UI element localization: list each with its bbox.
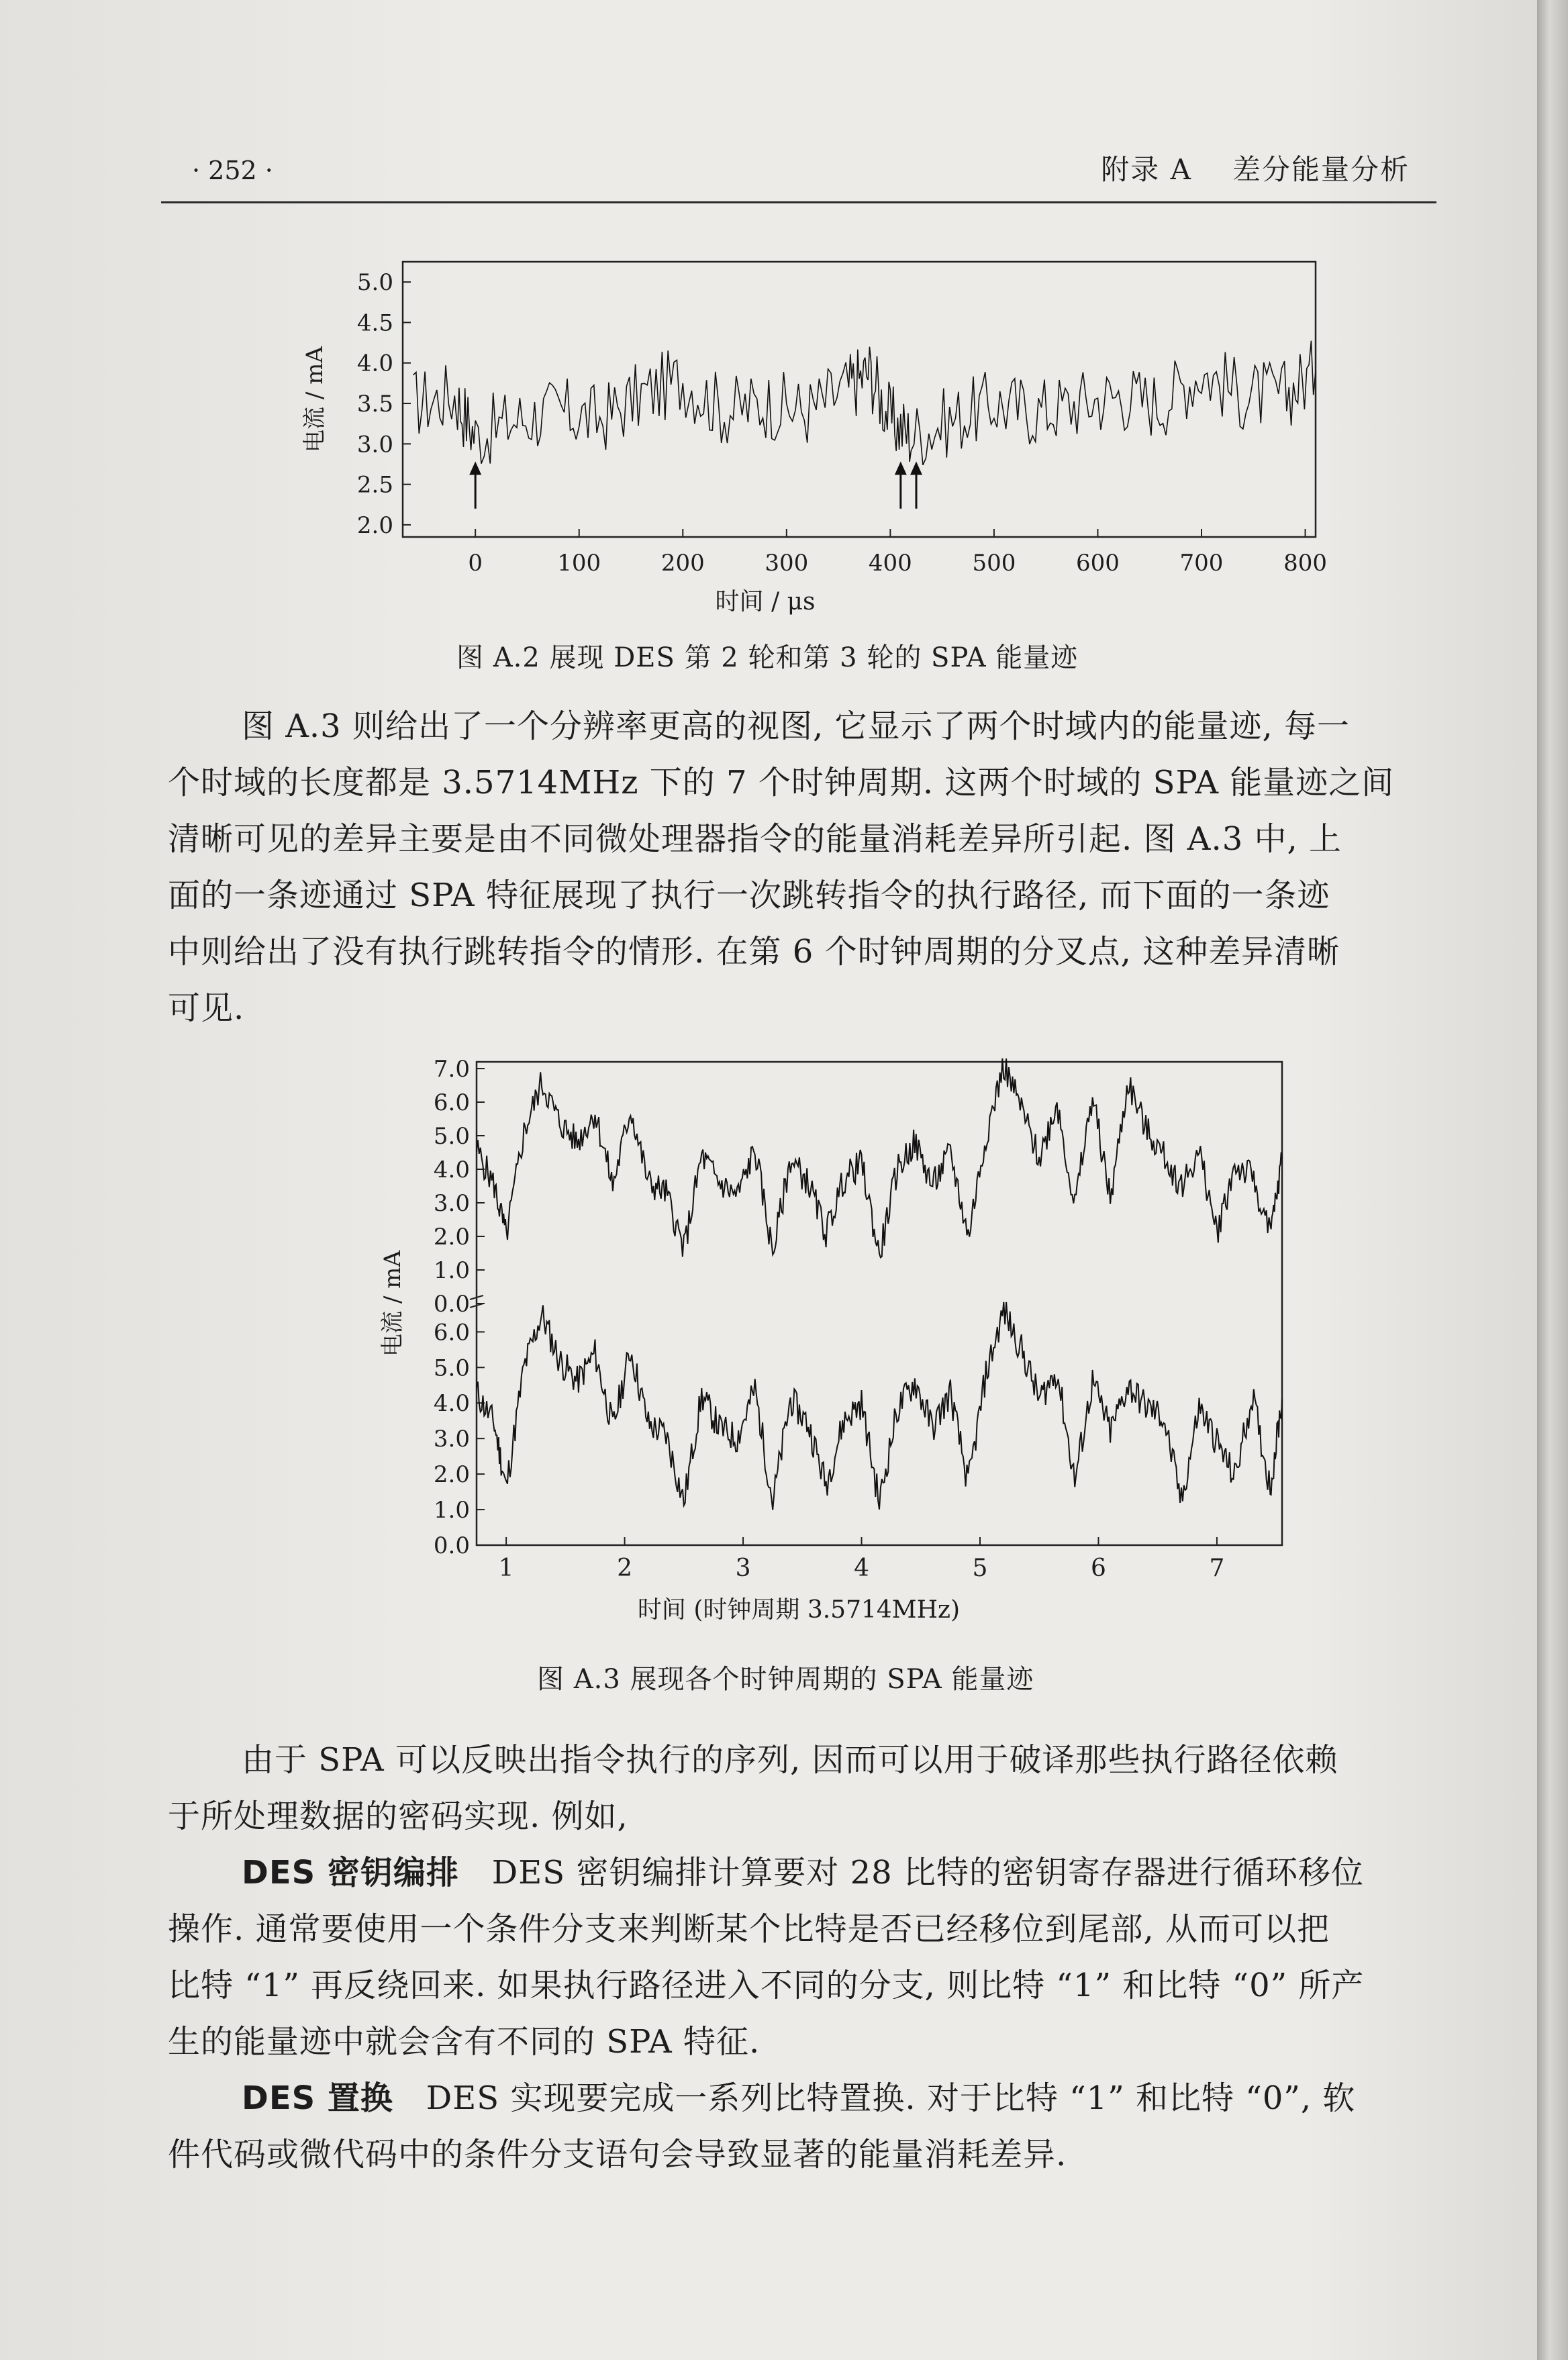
x-axis-label: 时间 / μs [715, 588, 816, 616]
p2-line-2: 于所处理数据的密码实现. 例如, [168, 1798, 628, 1835]
marker-arrow-head [469, 461, 481, 475]
x-tick-label: 800 [1283, 550, 1327, 577]
figure-a2-caption: 图 A.2 展现 DES 第 2 轮和第 3 轮的 SPA 能量迹 [456, 642, 1079, 673]
p1-line-2: 个时域的长度都是 3.5714MHz 下的 7 个时钟周期. 这两个时域的 SPA 能量迹之间 [168, 764, 1395, 801]
x-tick-label: 500 [972, 550, 1016, 577]
marker-arrow-head [910, 461, 922, 475]
page-edge [1537, 0, 1568, 2360]
y-tick-label-top: 2.0 [433, 1224, 470, 1250]
p1-line-1: 图 A.3 则给出了一个分辨率更高的视图, 它显示了两个时域内的能量迹, 每一 [242, 707, 1351, 745]
x-tick-label: 6 [1091, 1555, 1106, 1582]
y-tick-label-bottom: 3.0 [433, 1426, 470, 1453]
plot-frame [477, 1062, 1282, 1545]
page-number: · 252 · [192, 156, 273, 185]
x-tick-label: 300 [765, 550, 809, 577]
x-tick-label: 1 [498, 1555, 514, 1582]
section-label: 差分能量分析 [1232, 153, 1410, 186]
x-tick-label: 4 [854, 1555, 869, 1582]
p3-line-4: 生的能量迹中就会含有不同的 SPA 特征. [168, 2023, 761, 2061]
y-tick-label-bottom: 0.0 [433, 1532, 470, 1559]
x-tick-label: 600 [1076, 550, 1120, 577]
y-tick-label-top: 6.0 [433, 1089, 470, 1116]
paragraph-2 [168, 1732, 1457, 1845]
des-permutation-term: DES 置换 [242, 2079, 393, 2117]
x-tick-label: 5 [972, 1555, 988, 1582]
x-axis-label: 时间 (时钟周期 3.5714MHz) [637, 1596, 961, 1624]
y-axis-label: 电流 / mA [301, 346, 328, 452]
y-tick-label: 4.0 [356, 350, 393, 377]
figure-a2-chart [295, 255, 1329, 618]
y-tick-label-bottom: 4.0 [433, 1390, 470, 1418]
y-tick-label-top: 7.0 [433, 1056, 470, 1083]
y-tick-label-top: 5.0 [433, 1123, 470, 1150]
p3-line-1-text: DES 密钥编排计算要对 28 比特的密钥寄存器进行循环移位 [491, 1854, 1364, 1891]
des-key-schedule-term: DES 密钥编排 [242, 1854, 459, 1891]
trace-without-jump [477, 1302, 1282, 1510]
y-tick-label-top: 4.0 [433, 1157, 470, 1183]
y-tick-label: 4.5 [356, 309, 393, 337]
header-rule [161, 201, 1436, 203]
p1-line-4: 面的一条迹通过 SPA 特征展现了执行一次跳转指令的执行路径, 而下面的一条迹 [168, 877, 1330, 914]
p3-line-1 [168, 1845, 1457, 1901]
p3-line-3: 比特 “1” 再反绕回来. 如果执行路径进入不同的分支, 则比特 “1” 和比特 “0” 所产 [168, 1967, 1365, 2004]
figure-a3-chart [376, 1054, 1316, 1644]
page-header [161, 148, 1436, 195]
y-tick-label-top: 1.0 [433, 1257, 470, 1284]
x-tick-label: 0 [468, 550, 483, 577]
x-tick-label: 7 [1209, 1555, 1225, 1582]
p1-line-3: 清晰可见的差异主要是由不同微处理器指令的能量消耗差异所引起. 图 A.3 中, 上 [168, 820, 1342, 858]
y-tick-label-top: 0.0 [433, 1291, 470, 1318]
x-tick-label: 3 [735, 1555, 751, 1582]
y-axis-label: 电流 / mA [379, 1250, 406, 1357]
y-tick-label-bottom: 1.0 [433, 1497, 470, 1524]
x-tick-label: 200 [660, 550, 705, 577]
figure-a2 [295, 255, 1329, 618]
p1-line-6: 可见. [168, 989, 245, 1027]
y-tick-label: 2.5 [356, 471, 393, 499]
x-tick-label: 700 [1179, 550, 1224, 577]
p4-line-1 [168, 2070, 1457, 2126]
paragraph-1 [168, 698, 1457, 1036]
y-tick-label: 5.0 [356, 269, 393, 297]
y-tick-label: 3.0 [356, 431, 393, 458]
appendix-label: 附录 A [1101, 153, 1192, 186]
p2-line-1: 由于 SPA 可以反映出指令执行的序列, 因而可以用于破译那些执行路径依赖 [242, 1741, 1338, 1779]
figure-a3-caption: 图 A.3 展现各个时钟周期的 SPA 能量迹 [537, 1664, 1034, 1695]
x-tick-label: 2 [617, 1555, 633, 1582]
p4-line-1-text: DES 实现要完成一系列比特置换. 对于比特 “1” 和比特 “0”, 软 [426, 2079, 1356, 2117]
power-trace [413, 341, 1316, 465]
y-tick-label-bottom: 2.0 [433, 1461, 470, 1489]
x-tick-label: 100 [557, 550, 601, 577]
y-tick-label: 3.5 [356, 391, 393, 418]
paragraph-4 [168, 2070, 1457, 2183]
plot-frame [403, 262, 1316, 537]
y-tick-label: 2.0 [356, 511, 393, 539]
p3-line-2: 操作. 通常要使用一个条件分支来判断某个比特是否已经移位到尾部, 从而可以把 [168, 1910, 1330, 1948]
running-title [1101, 148, 1410, 188]
figure-a3 [376, 1054, 1316, 1644]
p4-line-2: 件代码或微代码中的条件分支语句会导致显著的能量消耗差异. [168, 2136, 1067, 2173]
x-tick-label: 400 [868, 550, 912, 577]
p1-line-5: 中则给出了没有执行跳转指令的情形. 在第 6 个时钟周期的分叉点, 这种差异清晰 [168, 933, 1340, 971]
y-tick-label-bottom: 5.0 [433, 1355, 470, 1382]
y-tick-label-top: 3.0 [433, 1190, 470, 1217]
marker-arrow-head [895, 461, 907, 475]
paragraph-3 [168, 1845, 1457, 2070]
trace-with-jump [477, 1059, 1282, 1258]
y-tick-label-bottom: 6.0 [433, 1319, 470, 1346]
